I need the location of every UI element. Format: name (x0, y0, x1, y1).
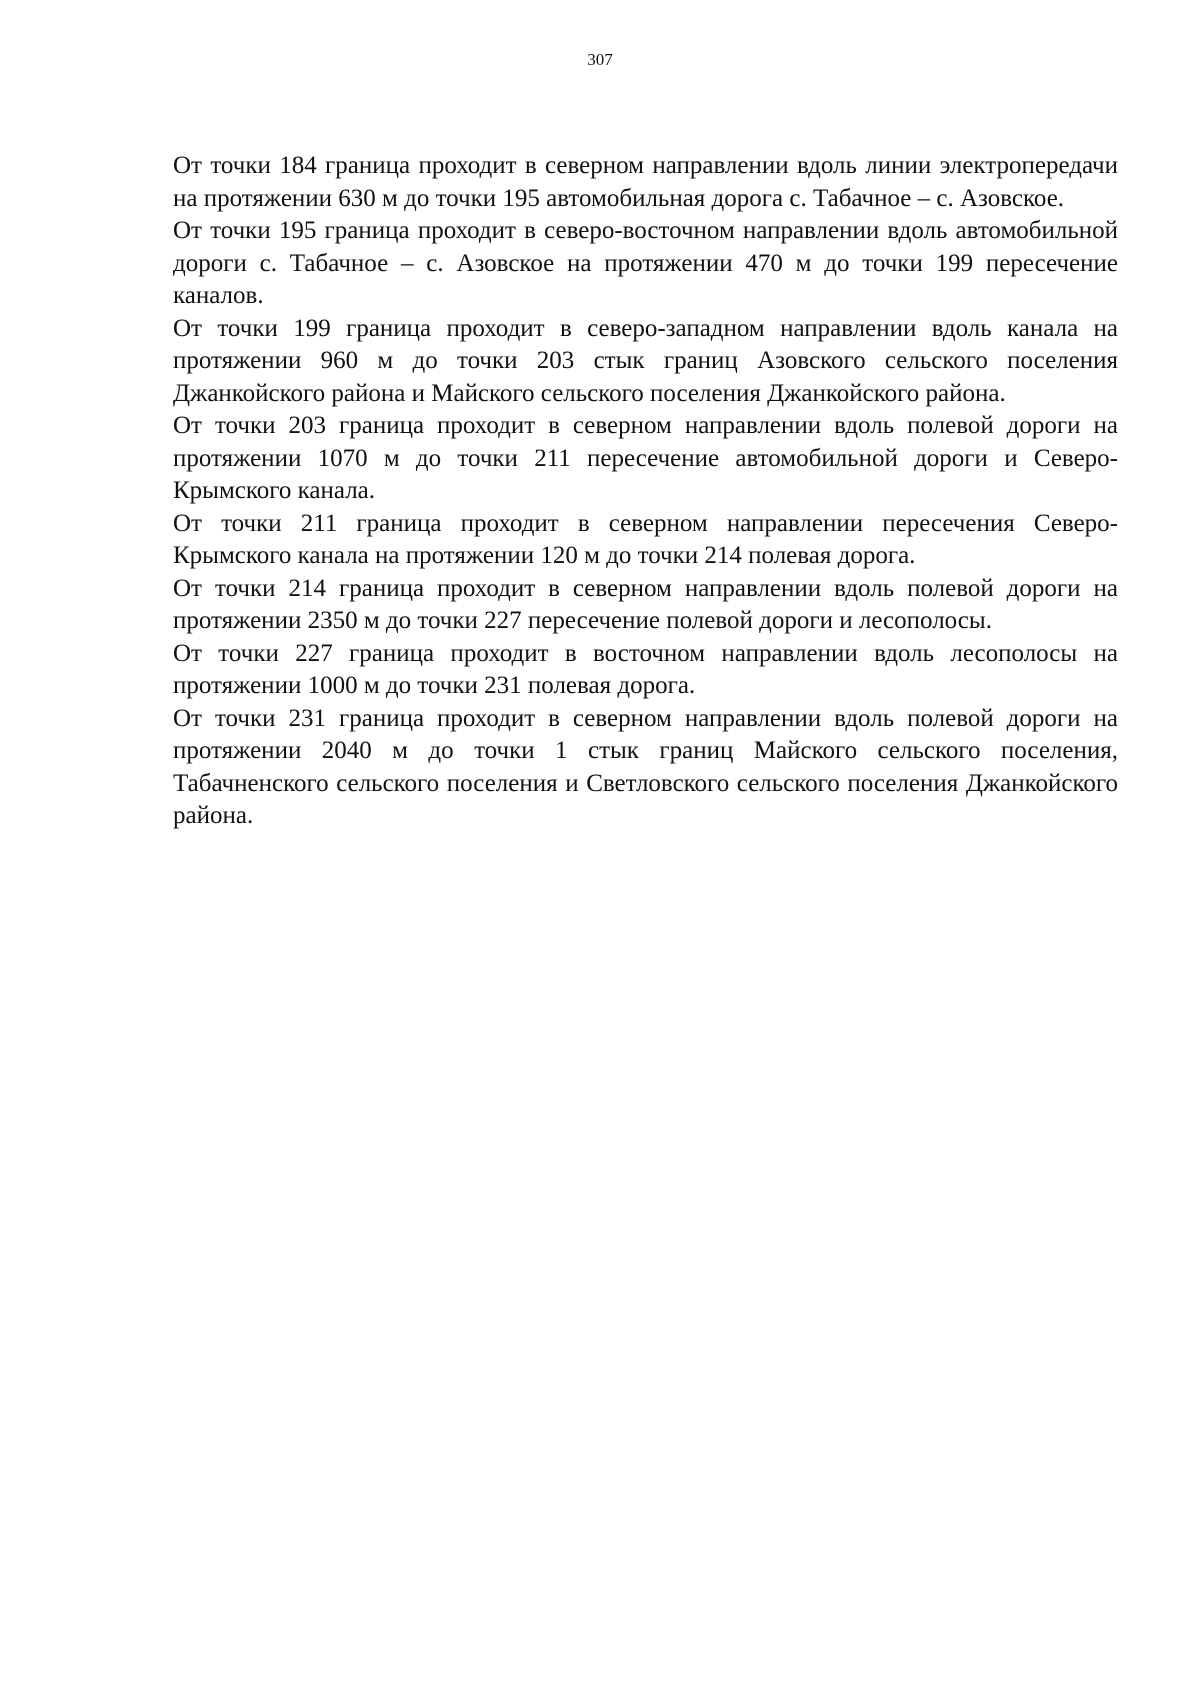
paragraph-6: От точки 214 граница проходит в северном направлении вдоль полевой дороги на протяжении 2350 м до точки 227 пересечение полевой дороги и лесополосы. (173, 574, 1118, 634)
document-body (173, 150, 1118, 833)
paragraph-8: От точки 231 граница проходит в северном направлении вдоль полевой дороги на протяжении 2040 м до точки 1 стык границ Майского сельского поселения, Табачненского сельского поселения и Светловского сельского поселения Джанкойского района. (173, 704, 1118, 829)
page-number: 307 (587, 50, 613, 69)
paragraph-5: От точки 211 граница проходит в северном направлении пересечения Северо-Крымского канала на протяжении 120 м до точки 214 полевая дорога. (173, 509, 1118, 569)
paragraph-3: От точки 199 граница проходит в северо-западном направлении вдоль канала на протяжении 960 м до точки 203 стык границ Азовского сельского поселения Джанкойского района и Майского сельского поселения Джанкойского района. (173, 314, 1118, 407)
paragraph-1: От точки 184 граница проходит в северном направлении вдоль линии электропередачи на протяжении 630 м до точки 195 автомобильная дорога с. Табачное – с. Азовское. (173, 152, 1118, 212)
paragraph-4: От точки 203 граница проходит в северном направлении вдоль полевой дороги на протяжении 1070 м до точки 211 пересечение автомобильной дороги и Северо-Крымского канала. (173, 412, 1118, 504)
paragraph-2: От точки 195 граница проходит в северо-восточном направлении вдоль автомобильной дороги с. Табачное – с. Азовское на протяжении 470 м до точки 199 пересечение каналов. (173, 217, 1118, 309)
paragraph-7: От точки 227 граница проходит в восточном направлении вдоль лесополосы на протяжении 1000 м до точки 231 полевая дорога. (173, 639, 1118, 699)
